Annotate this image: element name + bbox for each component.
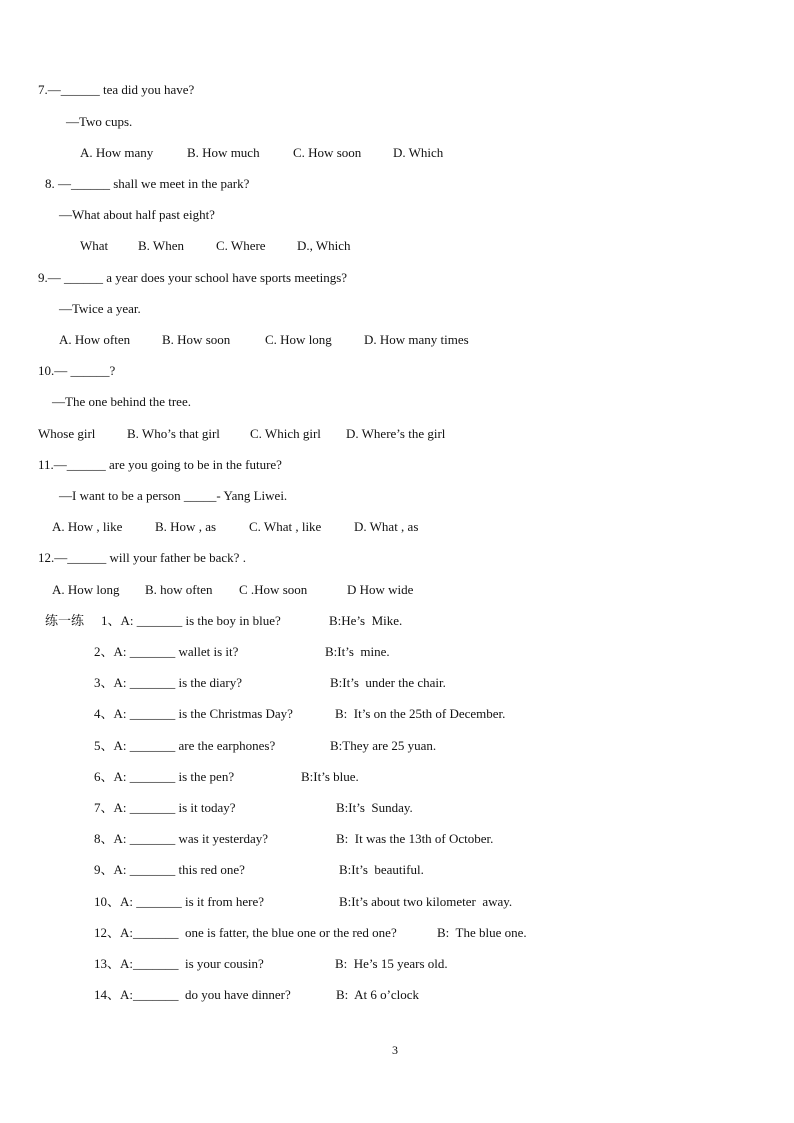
q11-option-c: C. What , like — [249, 519, 322, 534]
q7-question: 7.—______ tea did you have? — [38, 82, 195, 97]
practice-9-question: 9、A: _______ this red one? — [94, 862, 245, 877]
q8-option-d: D., Which — [297, 238, 351, 253]
q10-option-b: B. Who’s that girl — [127, 426, 220, 441]
q10-answer: —The one behind the tree. — [52, 394, 191, 409]
q8-answer: —What about half past eight? — [59, 207, 215, 222]
q10-option-c: C. Which girl — [250, 426, 321, 441]
q11-option-a: A. How , like — [52, 519, 123, 534]
q11-option-b: B. How , as — [155, 519, 217, 534]
practice-4-answer: B: It’s on the 25th of December. — [335, 706, 506, 721]
practice-6-answer: B:It’s blue. — [301, 769, 359, 784]
page-number: 3 — [392, 1043, 398, 1057]
practice-heading: 练一练 — [45, 613, 85, 628]
practice-12-answer: B: The blue one. — [437, 925, 527, 940]
practice-4-question: 4、A: _______ is the Christmas Day? — [94, 706, 293, 721]
q9-question: 9.— ______ a year does your school have sports meetings? — [38, 270, 348, 285]
q8-option-b: B. When — [138, 238, 184, 253]
practice-3-answer: B:It’s under the chair. — [330, 675, 446, 690]
q7-option-d: D. Which — [393, 145, 444, 160]
practice-8-answer: B: It was the 13th of October. — [336, 831, 494, 846]
practice-1-question: 1、A: _______ is the boy in blue? — [101, 613, 281, 628]
q8-question: 8. —______ shall we meet in the park? — [45, 176, 250, 191]
q12-question: 12.—______ will your father be back? . — [38, 550, 246, 565]
q9-option-d: D. How many times — [364, 332, 469, 347]
q12-option-c: C .How soon — [239, 582, 308, 597]
q7-answer: —Two cups. — [66, 114, 133, 129]
practice-5-question: 5、A: _______ are the earphones? — [94, 738, 276, 753]
practice-9-answer: B:It’s beautiful. — [339, 862, 424, 877]
practice-7-question: 7、A: _______ is it today? — [94, 800, 236, 815]
practice-13-question: 13、A:_______ is your cousin? — [94, 956, 264, 971]
q9-option-b: B. How soon — [162, 332, 231, 347]
practice-8-question: 8、A: _______ was it yesterday? — [94, 831, 269, 846]
practice-1-answer: B:He’s Mike. — [329, 613, 403, 628]
q9-answer: —Twice a year. — [59, 301, 141, 316]
practice-2-answer: B:It’s mine. — [325, 644, 390, 659]
q9-option-c: C. How long — [265, 332, 332, 347]
practice-6-question: 6、A: _______ is the pen? — [94, 769, 235, 784]
q7-option-c: C. How soon — [293, 145, 362, 160]
q11-option-d: D. What , as — [354, 519, 419, 534]
practice-2-question: 2、A: _______ wallet is it? — [94, 644, 239, 659]
q10-option-d: D. Where’s the girl — [346, 426, 446, 441]
q11-question: 11.—______ are you going to be in the future? — [38, 457, 282, 472]
practice-10-question: 10、A: _______ is it from here? — [94, 894, 265, 909]
practice-5-answer: B:They are 25 yuan. — [330, 738, 437, 753]
q8-option-a: What — [80, 238, 109, 253]
q10-question: 10.— ______? — [38, 363, 116, 378]
q7-option-b: B. How much — [187, 145, 260, 160]
q11-answer: —I want to be a person _____- Yang Liwei. — [59, 488, 288, 503]
q10-option-a: Whose girl — [38, 426, 96, 441]
q8-option-c: C. Where — [216, 238, 266, 253]
practice-3-question: 3、A: _______ is the diary? — [94, 675, 243, 690]
practice-7-answer: B:It’s Sunday. — [336, 800, 413, 815]
practice-12-question: 12、A:_______ one is fatter, the blue one or the red one? — [94, 925, 397, 940]
q7-option-a: A. How many — [80, 145, 154, 160]
q12-option-a: A. How long — [52, 582, 120, 597]
q12-option-d: D How wide — [347, 582, 414, 597]
practice-14-answer: B: At 6 o’clock — [336, 987, 420, 1002]
q12-option-b: B. how often — [145, 582, 213, 597]
practice-14-question: 14、A:_______ do you have dinner? — [94, 987, 291, 1002]
practice-13-answer: B: He’s 15 years old. — [335, 956, 448, 971]
q9-option-a: A. How often — [59, 332, 131, 347]
practice-10-answer: B:It’s about two kilometer away. — [339, 894, 513, 909]
